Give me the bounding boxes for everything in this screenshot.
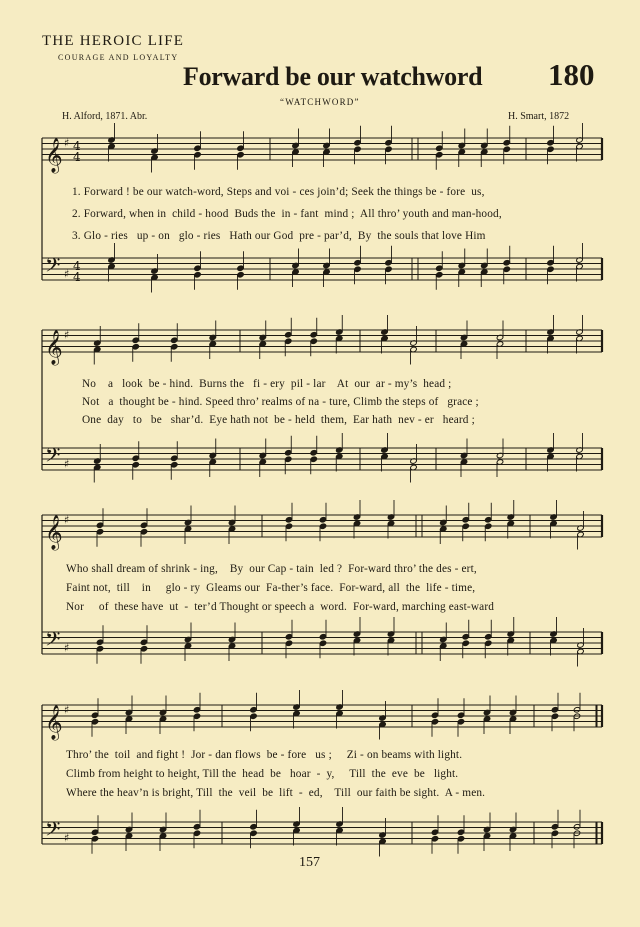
sharp-sign: ♯ [64,136,70,150]
lyric-line: Where the heav’n is bright, Till the veil be lift - ed, Till our faith be sight. A - men. [66,787,486,799]
treble-clef: 𝄞 [45,330,63,365]
lyric-line: Faint not, till in glo - ry Gleams our Fa-ther’s face. For-ward, all the life - time, [66,582,476,594]
bass-clef: 𝄢 [45,443,61,472]
bass-clef: 𝄢 [45,817,61,846]
time-signature: 4 [73,150,81,164]
sharp-sign: ♯ [64,513,70,527]
sharp-sign: ♯ [64,457,70,471]
time-signature: 4 [73,270,81,284]
lyric-line: No a look be - hind. Burns the fi - ery pil - lar At our ar - my’s head ; [82,378,452,390]
author-credit: H. Alford, 1871. Abr. [62,111,148,122]
sharp-sign: ♯ [64,831,70,845]
time-signature: 4 [73,139,81,153]
bass-clef: 𝄢 [45,627,61,656]
hymn-title: Forward be our watchword [183,62,483,91]
lyric-line: 1. Forward ! be our watch-word, Steps and voi - ces join’d; Seek the things be - fore us, [72,186,485,198]
sharp-sign: ♯ [64,641,70,655]
section-subtitle: COURAGE AND LOYALTY [58,53,179,62]
sharp-sign: ♯ [64,703,70,717]
lyric-line: 2. Forward, when in child - hood Buds the in - fant mind ; All thro’ youth and man-hood, [72,208,502,220]
lyric-line: Thro’ the toil and fight ! Jor - dan flows be - fore us ; Zi - on beams with light. [66,749,463,761]
treble-clef: 𝄞 [45,515,63,550]
lyric-line: 3. Glo - ries up - on glo - ries Hath our God pre - par’d, By the souls that love Him [72,230,486,242]
lyric-line: Nor of these have ut - ter’d Thought or speech a word. For-ward, marching east-ward [66,601,495,613]
treble-clef: 𝄞 [45,138,63,173]
tune-name: “WATCHWORD” [280,97,360,107]
page-number: 157 [299,855,320,870]
sharp-sign: ♯ [64,267,70,281]
sharp-sign: ♯ [64,328,70,342]
composer-credit: H. Smart, 1872 [508,111,570,122]
bass-clef: 𝄢 [45,253,61,282]
hymn-number: 180 [548,57,595,92]
lyric-line: Climb from height to height, Till the head be hoar - y, Till the eve be light. [66,768,459,780]
lyric-line: Who shall dream of shrink - ing, By our Cap - tain led ? For-ward thro’ the des - ert, [66,563,477,575]
section-title: THE HEROIC LIFE [42,33,185,49]
time-signature: 4 [73,259,81,273]
treble-clef: 𝄞 [45,705,63,740]
lyric-line: Not a thought be - hind. Speed thro’ realms of na - ture, Climb the steps of grace ; [82,396,479,408]
lyric-line: One day to be shar’d. Eye hath not be - held them, Ear hath nev - er heard ; [82,414,475,426]
